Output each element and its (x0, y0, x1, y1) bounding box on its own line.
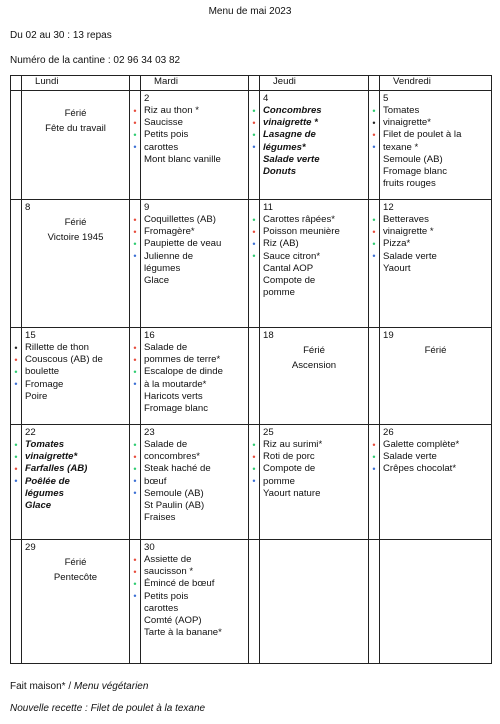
bullet-icon: • (133, 215, 137, 225)
menu-item: légumes* (263, 141, 306, 153)
menu-item: Farfalles (AB) (25, 463, 88, 475)
menu-item: Petits pois (144, 129, 189, 141)
day-number (260, 540, 368, 554)
menu-item: Fromagère* (144, 226, 195, 238)
bullet-icon: • (252, 440, 256, 450)
header-vendredi: Vendredi (380, 76, 492, 91)
day-number: 16 (144, 330, 155, 341)
holiday-name: Pentecôte (53, 572, 98, 583)
bullet-cell (369, 91, 380, 200)
menu-item: Cantal AOP (263, 262, 314, 274)
bullet-icon: • (372, 130, 376, 140)
day-number (22, 91, 129, 105)
bullet-cell (11, 200, 22, 328)
menu-item: boulette (25, 366, 60, 378)
day-cell-vendredi (380, 328, 492, 425)
bullet-cell (11, 425, 22, 540)
bullet-cell (130, 540, 141, 664)
holiday-name: Victoire 1945 (47, 232, 104, 243)
bullet-icon: • (372, 251, 376, 261)
bullet-icon: • (133, 130, 137, 140)
holiday-label: Férié (64, 217, 87, 228)
day-cell-lundi (22, 200, 130, 328)
menu-item: Fraises (144, 512, 176, 524)
menu-item: Tomates (383, 105, 420, 116)
menu-item: Pizza* (383, 238, 411, 250)
bullet-icon: • (133, 440, 137, 450)
menu-item: pomme (263, 287, 295, 299)
menu-item: Glace (25, 500, 52, 512)
menu-item: fruits rouges (383, 178, 436, 190)
bullet-cell (249, 425, 260, 540)
holiday-label: Férié (303, 345, 325, 356)
menu-item: pomme (263, 475, 295, 487)
menu-item: Concombres (263, 105, 322, 116)
menu-item: Riz au thon * (144, 105, 199, 116)
day-cell-jeudi (260, 540, 369, 664)
bullet-icon: • (14, 379, 18, 389)
bullet-icon: • (133, 567, 137, 577)
bullet-icon: • (252, 452, 256, 462)
day-cell-mardi (141, 425, 249, 540)
menu-item: Yaourt (383, 262, 411, 274)
day-number: 26 (383, 427, 394, 438)
day-number: 4 (263, 93, 269, 104)
period-text: Du 02 au 30 : 13 repas (10, 30, 112, 41)
bullet-cell (249, 200, 260, 328)
menu-item: Salade de (144, 342, 188, 353)
phone-text: Numéro de la cantine : 02 96 34 03 82 (10, 55, 181, 66)
day-cell-vendredi (380, 540, 492, 664)
bullet-icon: • (14, 343, 18, 353)
bullet-cell (369, 425, 380, 540)
bullet-cell (369, 328, 380, 425)
menu-item: vinaigrette * (263, 117, 318, 129)
day-number: 8 (25, 202, 31, 213)
menu-item: légumes (25, 487, 64, 499)
bullet-icon: • (133, 488, 137, 498)
menu-item: Poire (25, 390, 48, 402)
day-number: 12 (383, 202, 394, 213)
menu-item: Donuts (263, 166, 297, 178)
bullet-icon: • (133, 227, 137, 237)
menu-row (11, 91, 492, 200)
bullet-icon: • (133, 464, 137, 474)
menu-item: texane * (383, 141, 419, 153)
bullet-icon: • (14, 464, 18, 474)
day-cell-mardi (141, 91, 249, 200)
day-number: 19 (383, 330, 394, 341)
bullet-icon: • (14, 440, 18, 450)
bullet-icon: • (14, 355, 18, 365)
menu-item: Roti de porc (263, 451, 315, 463)
menu-item: Glace (144, 275, 170, 287)
header-mardi: Mardi (141, 76, 249, 91)
menu-item: Poisson meunière (263, 226, 340, 238)
bullet-icon: • (252, 130, 256, 140)
day-cell-mardi (141, 200, 249, 328)
bullet-icon: • (252, 106, 256, 116)
menu-item: Petits pois (144, 590, 189, 602)
bullet-icon: • (133, 251, 137, 261)
menu-item: Semoule (AB) (144, 487, 204, 499)
bullet-cell (249, 540, 260, 664)
menu-item: concombres* (144, 451, 200, 463)
bullet-icon: • (252, 227, 256, 237)
menu-item: Compote de (263, 275, 316, 287)
menu-item: Compote de (263, 463, 316, 475)
bullet-icon: • (133, 239, 137, 249)
menu-item: Lasagne de (263, 129, 316, 141)
legend-vegetarien: Menu végétarien (73, 681, 149, 692)
menu-row (11, 328, 492, 425)
day-cell-jeudi (260, 425, 369, 540)
bullet-icon: • (372, 142, 376, 152)
menu-item: Escalope de dinde (144, 366, 223, 378)
menu-item: Fromage blanc (144, 403, 208, 415)
day-cell-mardi (141, 328, 249, 425)
day-number: 29 (25, 542, 36, 553)
menu-item: Coquillettes (AB) (144, 214, 216, 225)
menu-item: Assiette de (144, 554, 192, 565)
menu-item: Filet de poulet à la (383, 129, 462, 141)
menu-item: Haricots verts (144, 390, 203, 402)
menu-item: légumes (144, 262, 181, 274)
menu-item: Comté (AOP) (144, 615, 202, 627)
day-cell-jeudi (260, 328, 369, 425)
menu-item: Salade verte (383, 451, 437, 463)
menu-item: Paupiette de veau (144, 238, 222, 250)
bullet-icon: • (372, 239, 376, 249)
menu-item: Steak haché de (144, 463, 211, 475)
menu-item: Couscous (AB) de (25, 354, 103, 366)
day-cell-lundi (22, 328, 130, 425)
menu-item: vinaigrette* (25, 451, 78, 463)
menu-item: Julienne de (144, 250, 194, 262)
menu-item: vinaigrette* (383, 117, 431, 129)
bullet-icon: • (372, 227, 376, 237)
legend (10, 681, 148, 692)
day-cell-lundi (22, 91, 130, 200)
header-lundi: Lundi (22, 76, 130, 91)
day-cell-jeudi (260, 91, 369, 200)
menu-item: Poêlée de (25, 475, 70, 487)
header-row (11, 76, 492, 91)
bullet-icon: • (14, 367, 18, 377)
menu-item: Riz (AB) (263, 238, 299, 250)
header-jeudi: Jeudi (260, 76, 369, 91)
menu-item: Salade verte (263, 153, 320, 165)
bullet-icon: • (133, 591, 137, 601)
bullet-icon: • (133, 343, 137, 353)
menu-item: Rillette de thon (25, 342, 89, 353)
bullet-cell (11, 540, 22, 664)
day-number: 25 (263, 427, 274, 438)
bullet-icon: • (252, 464, 256, 474)
menu-item: vinaigrette * (383, 226, 434, 238)
menu-item: Tarte à la banane* (144, 627, 222, 639)
day-number: 30 (144, 542, 155, 553)
bullet-icon: • (14, 476, 18, 486)
menu-item: Sauce citron* (263, 250, 321, 262)
menu-item: Galette complète* (383, 439, 460, 450)
day-number: 23 (144, 427, 155, 438)
day-cell-jeudi (260, 200, 369, 328)
menu-row (11, 540, 492, 664)
menu-item: St Paulin (AB) (144, 500, 205, 512)
day-cell-mardi (141, 540, 249, 664)
day-number: 5 (383, 93, 389, 104)
bullet-cell (130, 200, 141, 328)
menu-item: Fromage (25, 378, 64, 390)
bullet-cell (249, 328, 260, 425)
menu-item: à la moutarde* (144, 378, 207, 390)
menu-item: Salade verte (383, 250, 437, 262)
day-cell-vendredi (380, 200, 492, 328)
menu-item: Saucisse (144, 117, 183, 129)
bullet-icon: • (133, 452, 137, 462)
bullet-icon: • (133, 118, 137, 128)
day-number (380, 540, 491, 554)
menu-item: saucisson * (144, 566, 194, 578)
holiday-name: Ascension (291, 360, 337, 371)
bullet-icon: • (372, 106, 376, 116)
bullet-icon: • (133, 476, 137, 486)
holiday-label: Férié (64, 557, 87, 568)
day-cell-vendredi (380, 91, 492, 200)
bullet-icon: • (372, 440, 376, 450)
day-number: 18 (263, 330, 274, 341)
day-number: 2 (144, 93, 150, 104)
bullet-icon: • (133, 379, 137, 389)
page-title: Menu de mai 2023 (208, 6, 292, 17)
bullet-icon: • (133, 106, 137, 116)
menu-row (11, 425, 492, 540)
day-cell-lundi (22, 540, 130, 664)
bullet-icon: • (252, 239, 256, 249)
bullet-icon: • (252, 215, 256, 225)
day-number: 11 (263, 202, 273, 213)
menu-item: Crêpes chocolat* (383, 463, 457, 475)
nouvelle-recette: Nouvelle recette : Filet de poulet à la texane (10, 703, 206, 714)
holiday-name: Fête du travail (45, 123, 106, 134)
bullet-cell (130, 91, 141, 200)
bullet-icon: • (133, 355, 137, 365)
menu-body (11, 91, 492, 664)
menu-item: carottes (144, 602, 179, 614)
bullet-icon: • (252, 142, 256, 152)
menu-item: Riz au surimi* (263, 439, 323, 450)
menu-item: Mont blanc vanille (144, 153, 221, 165)
menu-item: Émincé de bœuf (144, 578, 215, 590)
day-number: 15 (25, 330, 36, 341)
day-number: 22 (25, 427, 36, 438)
bullet-icon: • (133, 367, 137, 377)
day-cell-lundi (22, 425, 130, 540)
menu-row (11, 200, 492, 328)
bullet-icon: • (372, 215, 376, 225)
menu-item: Semoule (AB) (383, 153, 443, 165)
bullet-cell (11, 91, 22, 200)
legend-fait-maison: Fait maison* / (10, 681, 74, 692)
bullet-cell (130, 425, 141, 540)
bullet-icon: • (252, 476, 256, 486)
menu-item: Carottes râpées* (263, 214, 335, 225)
menu-item: pommes de terre* (144, 354, 221, 366)
menu-item: Salade de (144, 439, 188, 450)
menu-table (10, 75, 492, 664)
holiday-label: Férié (424, 345, 447, 356)
day-number: 9 (144, 202, 150, 213)
day-cell-vendredi (380, 425, 492, 540)
bullet-icon: • (133, 142, 137, 152)
bullet-icon: • (14, 452, 18, 462)
holiday-label: Férié (64, 108, 87, 119)
bullet-icon: • (252, 251, 256, 261)
menu-item: carottes (144, 141, 179, 153)
bullet-icon: • (252, 118, 256, 128)
bullet-cell (130, 328, 141, 425)
bullet-icon: • (372, 464, 376, 474)
bullet-icon: • (133, 579, 137, 589)
bullet-cell (369, 200, 380, 328)
menu-item: Fromage blanc (383, 166, 447, 178)
bullet-icon: • (372, 452, 376, 462)
bullet-cell (11, 328, 22, 425)
menu-item: Yaourt nature (263, 487, 321, 499)
bullet-icon: • (133, 555, 137, 565)
bullet-icon: • (372, 118, 376, 128)
menu-item: Betteraves (383, 214, 429, 225)
bullet-cell (249, 91, 260, 200)
bullet-cell (369, 540, 380, 664)
menu-item: Tomates (25, 439, 65, 450)
menu-item: bœuf (144, 475, 167, 487)
